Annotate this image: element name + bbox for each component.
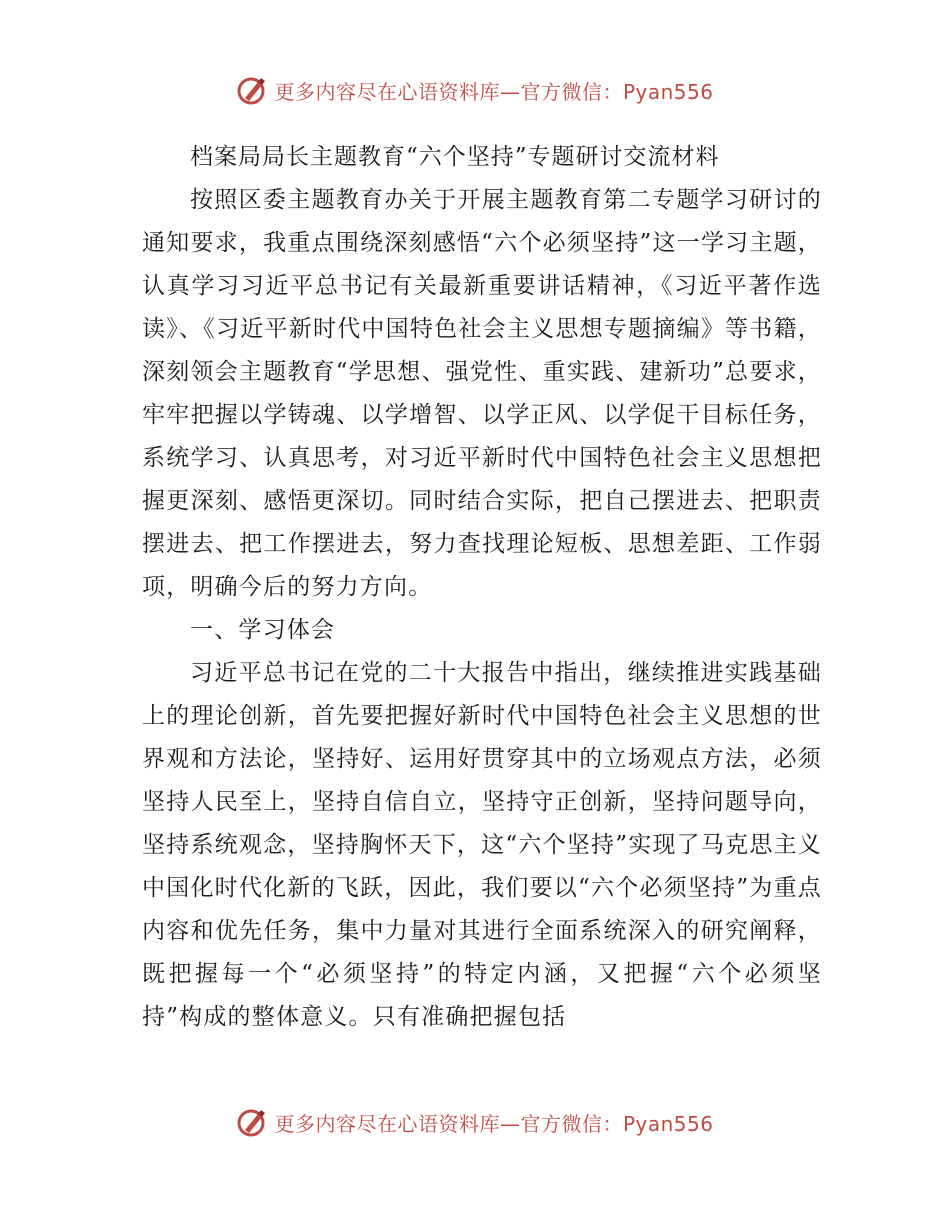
section-heading-learning-experience: 一、学习体会 bbox=[190, 617, 336, 643]
footer-banner bbox=[0, 1102, 950, 1142]
pen-circle-logo-icon bbox=[236, 1106, 268, 1138]
paragraph-learning-experience: 习近平总书记在党的二十大报告中指出，继续推进实践基础上的理论创新，首先要把握好新时代中国特色社会主义思想的世界观和方法论，坚持好、运用好贯穿其中的立场观点方法，必须坚持人民至上，坚持自信自立，坚持守正创新，坚持问题导向，坚持系统观念，坚持胸怀天下，这“六个坚持”实现了马克思主义中国化时代化新的飞跃，因此，我们要以“六个必须坚持”为重点内容和优先任务，集中力量对其进行全面系统深入的研究阐释，既把握每一个“必须坚持”的特定内涵，又把握“六个必须坚持”构成的整体意义。只有准确把握包括 bbox=[142, 660, 822, 1030]
pen-circle-logo-icon bbox=[236, 74, 268, 106]
header-banner bbox=[0, 70, 950, 110]
paragraph-intro: 按照区委主题教育办关于开展主题教育第二专题学习研讨的通知要求，我重点围绕深刻感悟“六个必须坚持”这一学习主题，认真学习习近平总书记有关最新重要讲话精神，《习近平著作选读》、《习近平新时代中国特色社会主义思想专题摘编》等书籍，深刻领会主题教育“学思想、强党性、重实践、建新功”总要求，牢牢把握以学铸魂、以学增智、以学正风、以学促干目标任务，系统学习、认真思考，对习近平新时代中国特色社会主义思想把握更深刻、感悟更深切。同时结合实际，把自己摆进去、把职责摆进去、把工作摆进去，努力查找理论短板、思想差距、工作弱项，明确今后的努力方向。 bbox=[142, 187, 822, 600]
document-body bbox=[142, 136, 822, 1039]
footer-banner-text: 更多内容尽在心语资料库—官方微信：Pyan556 bbox=[274, 1111, 714, 1136]
document-title: 档案局局长主题教育“六个坚持”专题研讨交流材料 bbox=[190, 144, 720, 170]
header-banner-text: 更多内容尽在心语资料库—官方微信：Pyan556 bbox=[274, 79, 714, 104]
